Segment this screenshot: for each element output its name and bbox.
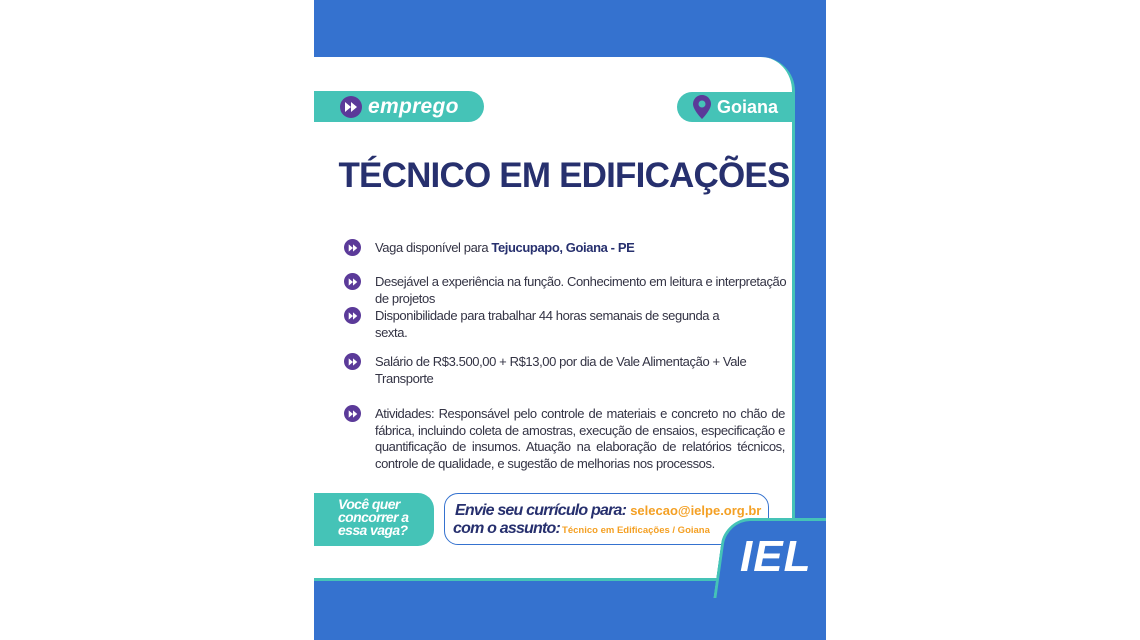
job-title: TÉCNICO EM EDIFICAÇÕES: [338, 156, 790, 195]
job-badge: [314, 91, 484, 122]
cta-subject: Técnico em Edificações / Goiana: [562, 525, 710, 536]
location-badge: [677, 92, 795, 122]
bullet-experience: [344, 274, 799, 307]
fast-forward-circle-icon: [344, 353, 361, 370]
bullet-location: [344, 240, 799, 257]
cta-question: Você quer concorrer a essa vaga?: [314, 493, 434, 546]
fast-forward-circle-icon: [344, 273, 361, 290]
location-label: Goiana: [717, 96, 779, 117]
bullet-location-place: Tejucupapo, Goiana - PE: [491, 240, 635, 255]
bullet-experience-text: Desejável a experiência na função. Conhecimento em leitura e interpretação de projetos: [375, 274, 787, 306]
bullet-salary-text: Salário de R$3.500,00 + R$13,00 por dia de Vale Alimentação + Vale Transporte: [375, 354, 747, 386]
cta-send-label: Envie seu currículo para:: [455, 502, 627, 519]
bullet-salary: [344, 354, 799, 387]
cta-box: [444, 493, 769, 545]
map-pin-icon: [693, 95, 711, 119]
bullet-availability: [344, 308, 799, 341]
cta-email[interactable]: selecao@ielpe.org.br: [630, 503, 762, 518]
job-badge-label: emprego: [368, 94, 459, 118]
bullet-location-text: Vaga disponível para: [375, 240, 492, 255]
bullet-activities-text: Atividades: Responsável pelo controle de materiais e concreto no chão de fábrica, incluindo coleta de amostras, execução de ensaios, especificação e quantificação de insumos. Atuação na elaboração de relatórios técnicos, controle de qualidade, e sugestão de melhorias nos processos.: [375, 406, 785, 471]
job-poster: [314, 0, 826, 640]
fast-forward-icon: [340, 96, 362, 118]
fast-forward-circle-icon: [344, 307, 361, 324]
cta-subject-label: com o assunto:: [453, 520, 561, 537]
fast-forward-circle-icon: [344, 405, 361, 422]
bullet-text: [375, 240, 634, 257]
bullet-activities: [344, 406, 799, 472]
iel-logo: IEL: [740, 532, 812, 581]
fast-forward-circle-icon: [344, 239, 361, 256]
bullet-availability-text: Disponibilidade para trabalhar 44 horas semanais de segunda a sexta.: [375, 308, 720, 340]
